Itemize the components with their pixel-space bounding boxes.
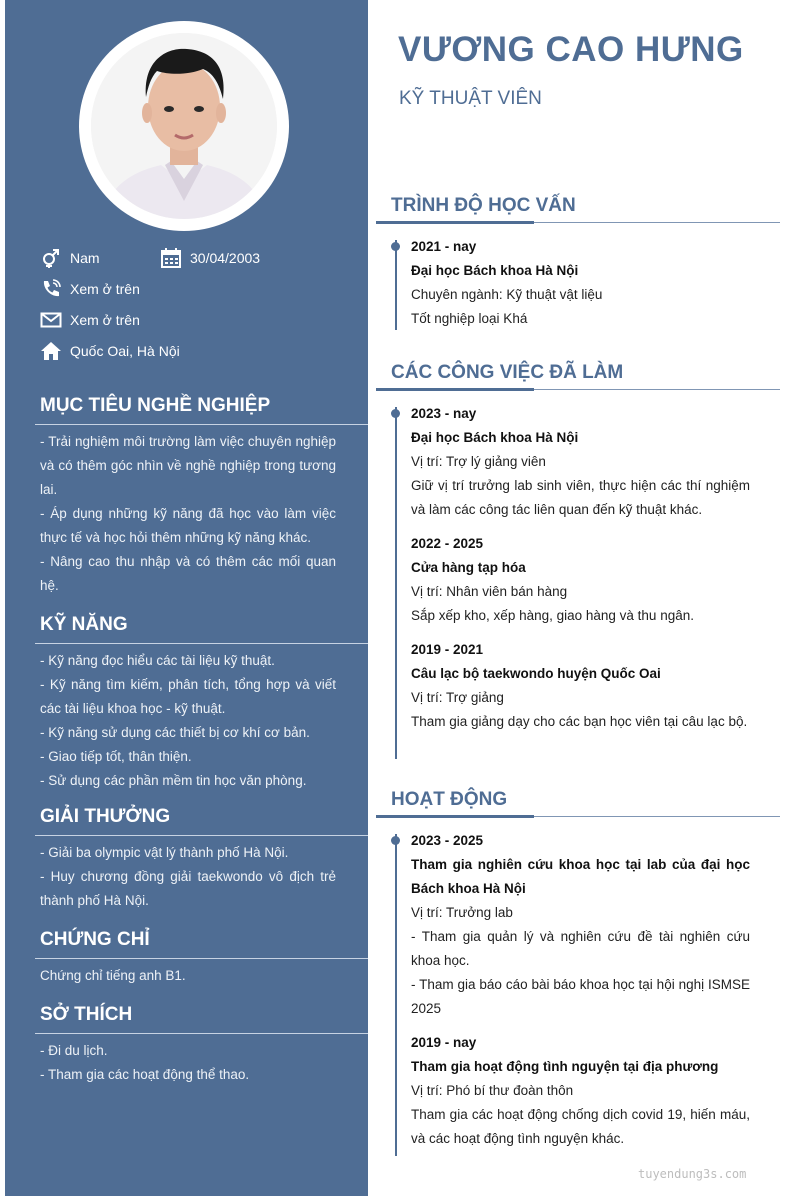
- education-entry: [411, 235, 750, 331]
- entry-org: Cửa hàng tạp hóa: [411, 560, 526, 575]
- objective-text: [40, 430, 336, 598]
- timeline-dot: [391, 409, 400, 418]
- work-heading: CÁC CÔNG VIỆC ĐÃ LÀM: [391, 362, 624, 383]
- divider: [35, 643, 368, 644]
- work-entry: [411, 402, 750, 522]
- entry-org: Tham gia nghiên cứu khoa học tại lab của đại học Bách khoa Hà Nội: [411, 857, 750, 896]
- divider: [35, 958, 368, 959]
- entry-line: Sắp xếp kho, xếp hàng, giao hàng và thu ngân.: [411, 608, 694, 623]
- entry-org: Tham gia hoạt động tình nguyện tại địa phương: [411, 1059, 719, 1074]
- entry-org: Câu lạc bộ taekwondo huyện Quốc Oai: [411, 666, 661, 681]
- objective-heading: MỤC TIÊU NGHỀ NGHIỆP: [40, 395, 271, 416]
- entry-line: Vị trí: Phó bí thư đoàn thôn: [411, 1083, 574, 1098]
- hobbies-text: [40, 1039, 336, 1087]
- entry-period: 2019 - 2021: [411, 642, 484, 657]
- activity-entry: [411, 829, 750, 1021]
- birthdate-value: 30/04/2003: [190, 250, 261, 266]
- divider: [35, 835, 368, 836]
- timeline-dot: [391, 242, 400, 251]
- home-icon: [40, 340, 62, 362]
- entry-line: - Tham gia quản lý và nghiên cứu đề tài nghiên cứu khoa học.: [411, 929, 750, 968]
- entry-org: Đại học Bách khoa Hà Nội: [411, 430, 579, 445]
- activity-entry: [411, 1031, 750, 1151]
- work-entry: [411, 638, 750, 734]
- entry-line: Tốt nghiệp loại Khá: [411, 311, 528, 326]
- avatar-frame: [79, 21, 289, 231]
- entry-line: Vị trí: Nhân viên bán hàng: [411, 584, 568, 599]
- divider: [35, 424, 368, 425]
- gender-value: Nam: [70, 250, 100, 266]
- skill-line: - Kỹ năng đọc hiểu các tài liệu kỹ thuật.: [40, 653, 275, 668]
- awards-text: [40, 841, 336, 913]
- awards-heading: GIẢI THƯỞNG: [40, 806, 171, 827]
- entry-period: 2023 - 2025: [411, 833, 484, 848]
- objective-line: - Áp dụng những kỹ năng đã học vào làm việc thực tế và học hỏi thêm những kỹ năng khác.: [40, 506, 336, 545]
- email-value: Xem ở trên: [70, 312, 140, 328]
- entry-line: Vị trí: Trợ lý giảng viên: [411, 454, 546, 469]
- skill-line: - Sử dụng các phần mềm tin học văn phòng.: [40, 773, 307, 788]
- award-line: - Huy chương đồng giải taekwondo vô địch trẻ thành phố Hà Nội.: [40, 869, 336, 908]
- timeline-line: [395, 834, 397, 1156]
- entry-line: - Tham gia báo cáo bài báo khoa học tại hội nghị ISMSE 2025: [411, 977, 750, 1016]
- timeline-line: [395, 240, 397, 330]
- objective-line: - Nâng cao thu nhập và có thêm các mối quan hệ.: [40, 554, 336, 593]
- entry-period: 2021 - nay: [411, 239, 477, 254]
- hobby-line: - Đi du lịch.: [40, 1043, 108, 1058]
- skill-line: - Kỹ năng sử dụng các thiết bị cơ khí cơ bản.: [40, 725, 310, 740]
- timeline-line: [395, 407, 397, 759]
- section-divider: [376, 816, 780, 817]
- entry-period: 2023 - nay: [411, 406, 477, 421]
- section-divider: [376, 222, 780, 223]
- divider: [35, 1033, 368, 1034]
- address-value: Quốc Oai, Hà Nội: [70, 343, 180, 359]
- hobby-line: - Tham gia các hoạt động thể thao.: [40, 1067, 250, 1082]
- certificates-text: [40, 964, 336, 988]
- entry-period: 2019 - nay: [411, 1035, 477, 1050]
- sidebar: [5, 0, 368, 1196]
- skill-line: - Kỹ năng tìm kiếm, phân tích, tổng hợp và viết các tài liệu khoa học - kỹ thuật.: [40, 677, 336, 716]
- work-entry: [411, 532, 750, 628]
- candidate-title: KỸ THUẬT VIÊN: [399, 88, 542, 109]
- entry-period: 2022 - 2025: [411, 536, 484, 551]
- entry-line: Giữ vị trí trưởng lab sinh viên, thực hiện các thí nghiệm và làm các công tác liên quan đến kỹ thuật khác.: [411, 478, 750, 517]
- certificates-heading: CHỨNG CHỈ: [40, 929, 150, 950]
- avatar: [91, 33, 277, 219]
- candidate-name: VƯƠNG CAO HƯNG: [398, 30, 744, 69]
- phone-value: Xem ở trên: [70, 281, 140, 297]
- hobbies-heading: SỞ THÍCH: [40, 1004, 133, 1025]
- skills-heading: KỸ NĂNG: [40, 614, 128, 635]
- entry-line: Vị trí: Trợ giảng: [411, 690, 504, 705]
- entry-line: Vị trí: Trưởng lab: [411, 905, 513, 920]
- entry-line: Chuyên ngành: Kỹ thuật vật liệu: [411, 287, 603, 302]
- gender-icon: [40, 247, 62, 269]
- phone-icon: [40, 278, 62, 300]
- certificate-line: Chứng chỉ tiếng anh B1.: [40, 968, 186, 983]
- entry-line: Tham gia giảng dạy cho các bạn học viên tại câu lạc bộ.: [411, 714, 748, 729]
- objective-line: - Trải nghiệm môi trường làm việc chuyên nghiệp và có thêm góc nhìn về nghề nghiệp trong tương lai.: [40, 434, 336, 497]
- activities-heading: HOẠT ĐỘNG: [391, 789, 508, 810]
- award-line: - Giải ba olympic vật lý thành phố Hà Nội.: [40, 845, 289, 860]
- skills-text: [40, 649, 336, 793]
- watermark: tuyendung3s.com: [638, 1167, 747, 1181]
- portrait-image: [91, 33, 277, 219]
- mail-icon: [40, 309, 62, 331]
- timeline-dot: [391, 836, 400, 845]
- calendar-icon: [160, 247, 182, 269]
- skill-line: - Giao tiếp tốt, thân thiện.: [40, 749, 192, 764]
- education-heading: TRÌNH ĐỘ HỌC VẤN: [391, 195, 576, 216]
- section-divider: [376, 389, 780, 390]
- entry-line: Tham gia các hoạt động chống dịch covid 19, hiến máu, và các hoạt động tình nguyện khác.: [411, 1107, 750, 1146]
- entry-org: Đại học Bách khoa Hà Nội: [411, 263, 579, 278]
